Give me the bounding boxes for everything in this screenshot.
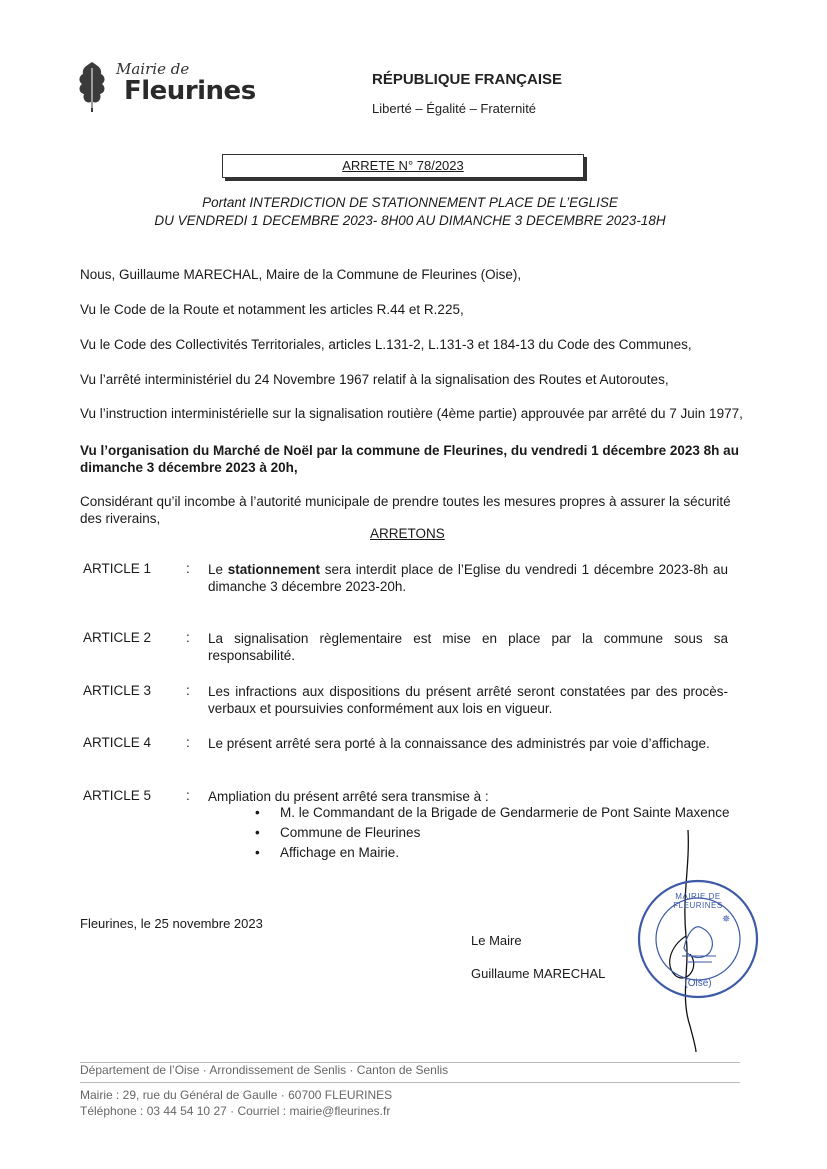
article-1-text-bold: stationnement [227, 562, 321, 577]
article-1-text [208, 561, 728, 595]
article-2-text: La signalisation règlementaire est mise en place par la commune sous sa responsabilité. [208, 631, 728, 663]
recipient-item: • M. le Commandant de la Brigade de Gendarmerie de Pont Sainte Maxence [255, 804, 735, 822]
article-4-text: Le présent arrêté sera porté à la connaissance des administrés par voie d’affichage. [208, 736, 710, 751]
article-1-text-after: sera interdit place de l’Eglise du vendredi 1 décembre 2023-8h au dimanche 3 décembre 2023-20h. [208, 562, 728, 594]
recipient-item: • Commune de Fleurines [255, 824, 735, 842]
article-1-text-before: Le [208, 562, 228, 577]
subtitle-line2: DU VENDREDI 1 DECEMBRE 2023- 8H00 AU DIMANCHE 3 DECEMBRE 2023-18H [154, 213, 666, 228]
article-5-colon: : [186, 788, 190, 803]
signatory-role: Le Maire [471, 933, 522, 948]
article-5-label: ARTICLE 5 [83, 788, 152, 803]
republic-title: RÉPUBLIQUE FRANÇAISE [372, 71, 563, 88]
logo-name: Fleurines [124, 76, 256, 106]
oak-leaf-icon [76, 60, 108, 114]
footer-department: Département de l’Oise · Arrondissement de Senlis · Canton de Senlis [80, 1063, 449, 1077]
footer-contact: Téléphone : 03 44 54 10 27 · Courriel : mairie@fleurines.fr [80, 1104, 391, 1118]
article-1-label: ARTICLE 1 [83, 561, 152, 576]
article-3-text: Les infractions aux dispositions du présent arrêté seront constatées par des procès-verbaux et poursuivies conformément aux lois en vigueur. [208, 684, 728, 716]
preamble-considerant: Considérant qu’il incombe à l’autorité municipale de prendre toutes les mesures propres à assurer la sécurité des riverains, [80, 494, 731, 526]
arrete-title: ARRETE N° 78/2023 [342, 158, 464, 173]
preamble-nous: Nous, Guillaume MARECHAL, Maire de la Commune de Fleurines (Oise), [80, 267, 522, 282]
preamble-vu-arrete-1967: Vu l’arrêté interministériel du 24 Novembre 1967 relatif à la signalisation des Routes et Autoroutes, [80, 372, 669, 387]
article-4-colon: : [186, 735, 190, 750]
official-stamp [636, 878, 760, 1000]
signatory-name: Guillaume MARECHAL [471, 966, 606, 981]
logo-script: Mairie de [116, 60, 190, 78]
town-logo [76, 58, 276, 118]
footer-divider [80, 1082, 740, 1083]
place-date: Fleurines, le 25 novembre 2023 [80, 916, 263, 931]
republic-motto: Liberté – Égalité – Fraternité [372, 101, 537, 116]
recipient-item: • Affichage en Mairie. [255, 844, 735, 862]
article-5-text: Ampliation du présent arrêté sera transmise à : [208, 789, 489, 804]
preamble-vu-marche-noel: Vu l’organisation du Marché de Noël par la commune de Fleurines, du vendredi 1 décembre 2023 8h au dimanche 3 décembre 2023 à 20h, [80, 443, 739, 475]
article-1-colon: : [186, 561, 190, 576]
article-4-label: ARTICLE 4 [83, 735, 152, 750]
subtitle-line1: Portant INTERDICTION DE STATIONNEMENT PLACE DE L’EGLISE [202, 195, 618, 210]
article-3-colon: : [186, 683, 190, 698]
preamble-vu-code-route: Vu le Code de la Route et notamment les articles R.44 et R.225, [80, 302, 464, 317]
article-2-colon: : [186, 630, 190, 645]
arretons-heading: ARRETONS [370, 526, 445, 541]
arrete-title-box [222, 154, 584, 178]
stamp-department: (Oise) [684, 978, 712, 989]
preamble-vu-instruction: Vu l’instruction interministérielle sur la signalisation routière (4ème partie) approuvée par arrêté du 7 Juin 1977, [80, 406, 743, 421]
preamble-vu-code-collectivites: Vu le Code des Collectivités Territoriales, articles L.131-2, L.131-3 et 184-13 du Code des Communes, [80, 337, 692, 352]
stamp-text: MAIRIE DE FLEURINES [673, 892, 723, 910]
svg-text:✵: ✵ [722, 914, 731, 925]
article-2-label: ARTICLE 2 [83, 630, 152, 645]
article-3-label: ARTICLE 3 [83, 683, 152, 698]
footer-address: Mairie : 29, rue du Général de Gaulle · 60700 FLEURINES [80, 1088, 393, 1102]
